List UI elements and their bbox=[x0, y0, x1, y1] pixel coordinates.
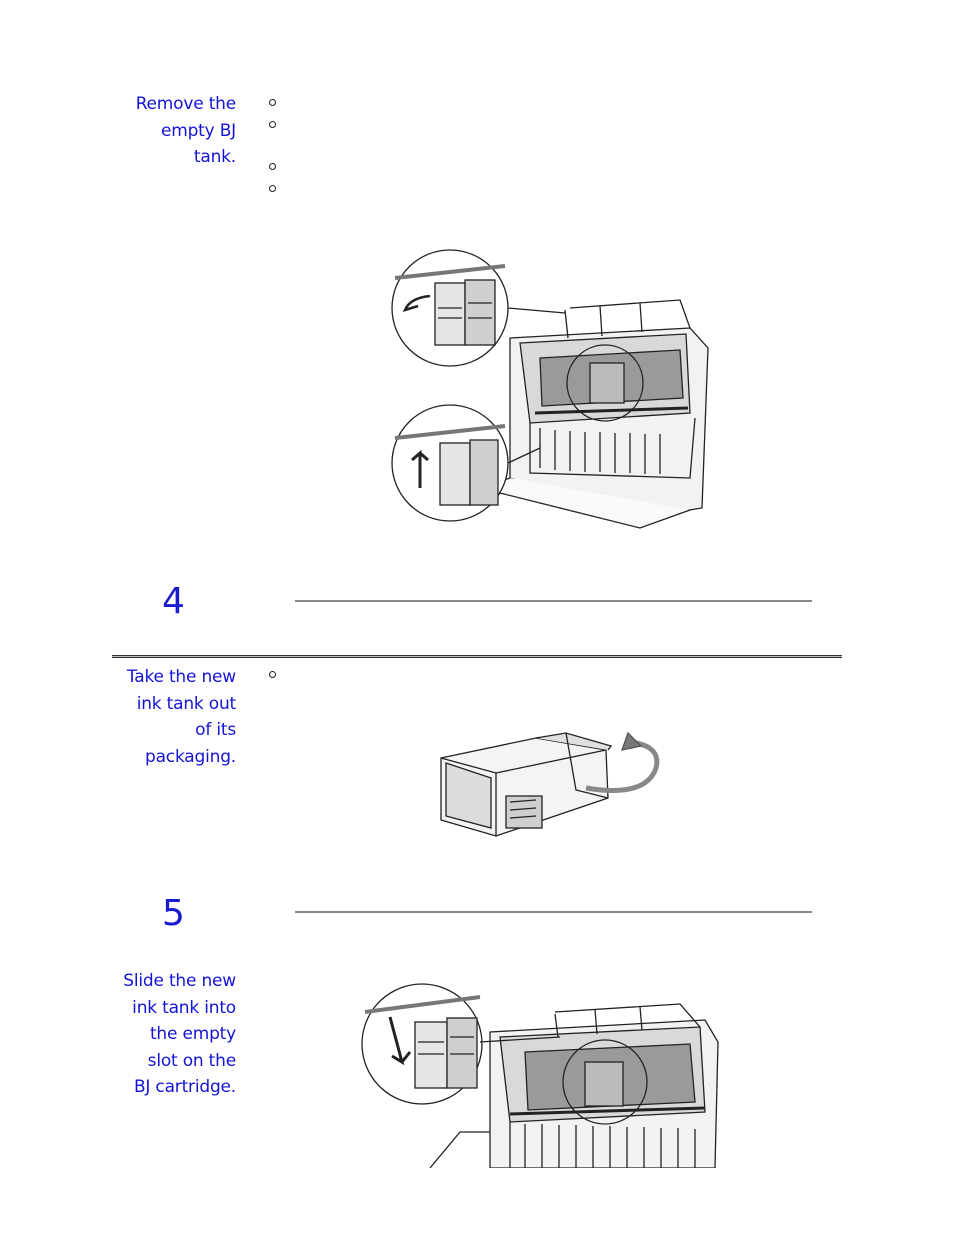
note-line: slot on the bbox=[147, 1050, 236, 1071]
note-line: ink tank out bbox=[136, 693, 236, 714]
bullet-icon bbox=[269, 121, 276, 128]
bullet-icon bbox=[269, 99, 276, 106]
note-line: of its bbox=[195, 720, 236, 740]
slide-tank-note bbox=[123, 968, 236, 1101]
take-tank-note bbox=[127, 664, 236, 770]
ink-tank-packaging-illustration bbox=[436, 728, 666, 840]
note-line: empty BJ bbox=[160, 120, 236, 141]
printer-insert-tank-illustration bbox=[360, 982, 728, 1168]
bullet-icon bbox=[269, 671, 276, 678]
note-line: tank. bbox=[193, 147, 236, 167]
note-line: Take the new bbox=[126, 667, 236, 687]
note-line: ink tank into bbox=[132, 997, 236, 1018]
printer-remove-tank-illustration bbox=[390, 248, 720, 530]
step-4-divider bbox=[295, 600, 812, 602]
bullet-icon bbox=[269, 163, 276, 170]
note-line: packaging. bbox=[144, 746, 236, 767]
note-line: Remove the bbox=[135, 94, 236, 114]
step-number-4: 4 bbox=[162, 581, 185, 622]
note-line: Slide the new bbox=[123, 971, 236, 991]
step-number-5: 5 bbox=[162, 893, 185, 934]
bullet-icon bbox=[269, 185, 276, 192]
remove-tank-note bbox=[136, 91, 236, 171]
note-line: the empty bbox=[149, 1024, 236, 1044]
step-5-divider bbox=[295, 911, 812, 913]
note-line: BJ cartridge. bbox=[133, 1077, 236, 1097]
section-divider bbox=[112, 655, 842, 656]
